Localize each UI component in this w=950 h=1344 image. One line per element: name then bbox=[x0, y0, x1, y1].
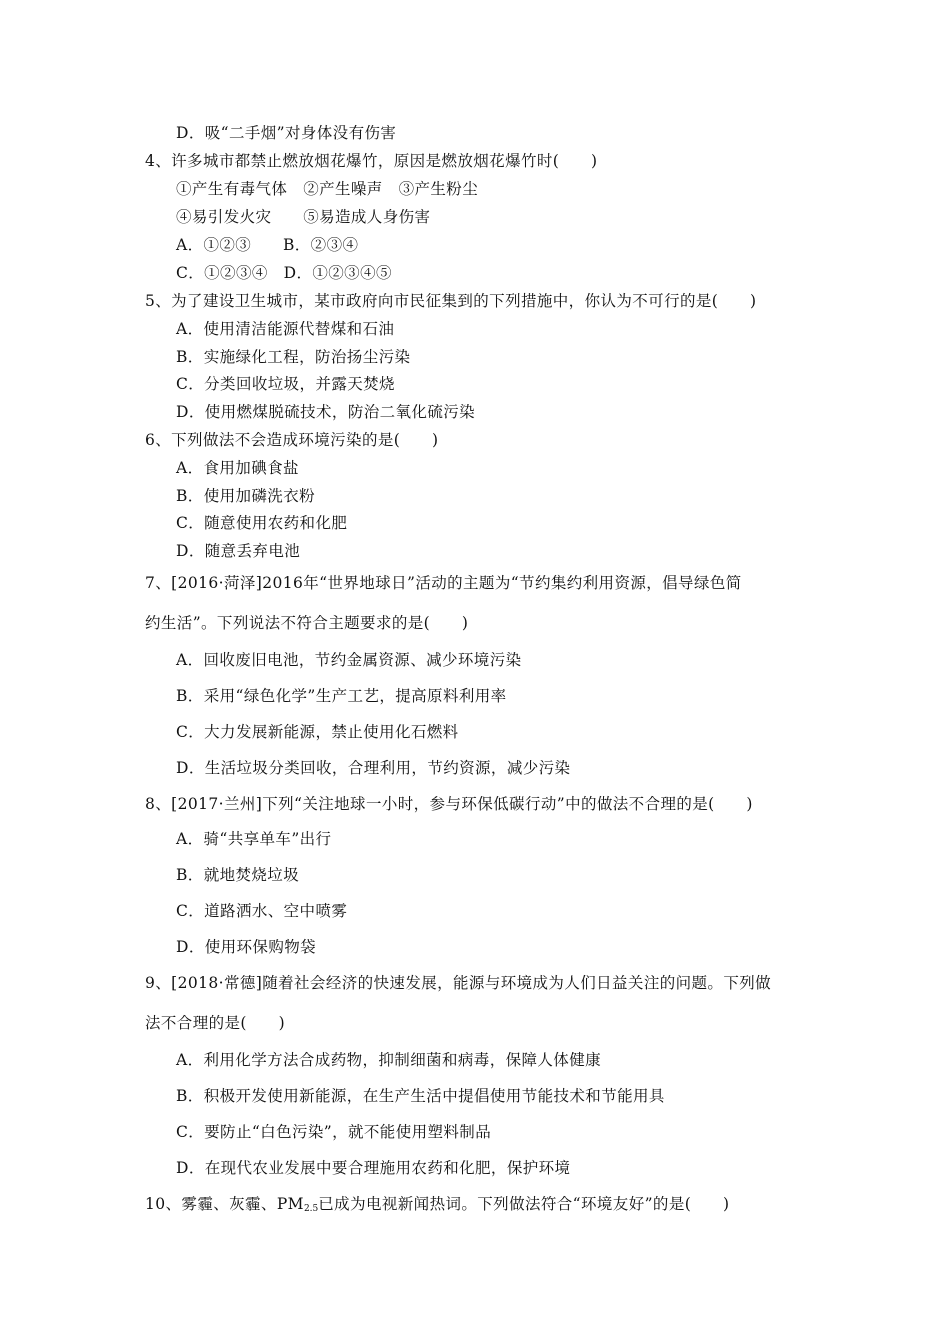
q9-option-c: C．要防止“白色污染”，就不能使用塑料制品 bbox=[176, 1123, 492, 1141]
q7-option-b: B．采用“绿色化学”生产工艺，提高原料利用率 bbox=[176, 687, 507, 705]
q4-options-ab: A．①②③ B．②③④ bbox=[176, 236, 359, 254]
q5-option-b: B．实施绿化工程，防治扬尘污染 bbox=[176, 348, 411, 366]
q10-stem-prefix: 10、雾霾、灰霾、PM bbox=[145, 1195, 304, 1213]
q7-stem-line-2: 约生活”。下列说法不符合主题要求的是( ) bbox=[145, 614, 469, 632]
q6-stem: 6、下列做法不会造成环境污染的是( ) bbox=[145, 431, 439, 449]
q7-option-c: C．大力发展新能源，禁止使用化石燃料 bbox=[176, 723, 459, 741]
q9-stem-line-1: 9、[2018·常德]随着社会经济的快速发展，能源与环境成为人们日益关注的问题。下列做 bbox=[145, 974, 772, 992]
q6-option-a: A．食用加碘食盐 bbox=[176, 459, 299, 477]
q8-option-d: D．使用环保购物袋 bbox=[176, 938, 317, 956]
q10-stem-suffix: 已成为电视新闻热词。下列做法符合“环境友好”的是( ) bbox=[318, 1195, 730, 1213]
q10-stem-subscript: 2.5 bbox=[303, 1204, 319, 1214]
q10-stem bbox=[145, 1194, 729, 1219]
q7-option-d: D．生活垃圾分类回收，合理利用，节约资源，减少污染 bbox=[176, 759, 571, 777]
q4-items-row-1: ①产生有毒气体 ②产生噪声 ③产生粉尘 bbox=[176, 180, 479, 198]
q9-option-a: A．利用化学方法合成药物，抑制细菌和病毒，保障人体健康 bbox=[176, 1051, 601, 1069]
q4-items-row-2: ④易引发火灾 ⑤易造成人身伤害 bbox=[176, 208, 431, 226]
q5-stem: 5、为了建设卫生城市，某市政府向市民征集到的下列措施中，你认为不可行的是( ) bbox=[145, 292, 757, 310]
q5-option-a: A．使用清洁能源代替煤和石油 bbox=[176, 320, 395, 338]
q5-option-c: C．分类回收垃圾，并露天焚烧 bbox=[176, 375, 395, 393]
q4-stem: 4、许多城市都禁止燃放烟花爆竹，原因是燃放烟花爆竹时( ) bbox=[145, 152, 598, 170]
q7-option-a: A．回收废旧电池，节约金属资源、减少环境污染 bbox=[176, 651, 522, 669]
q9-stem-line-2: 法不合理的是( ) bbox=[145, 1014, 286, 1032]
q3-option-d: D．吸“二手烟”对身体没有伤害 bbox=[176, 124, 397, 142]
q7-stem-line-1: 7、[2016·菏泽]2016年“世界地球日”活动的主题为“节约集约利用资源，倡导绿色简 bbox=[145, 574, 742, 592]
q9-option-b: B．积极开发使用新能源，在生产生活中提倡使用节能技术和节能用具 bbox=[176, 1087, 665, 1105]
q8-option-a: A．骑“共享单车”出行 bbox=[176, 830, 332, 848]
q5-option-d: D．使用燃煤脱硫技术，防治二氧化硫污染 bbox=[176, 403, 476, 421]
q8-stem: 8、[2017·兰州]下列“关注地球一小时，参与环保低碳行动”中的做法不合理的是( ) bbox=[145, 795, 753, 813]
q8-option-b: B．就地焚烧垃圾 bbox=[176, 866, 300, 884]
q9-option-d: D．在现代农业发展中要合理施用农药和化肥，保护环境 bbox=[176, 1159, 571, 1177]
q6-option-d: D．随意丢弃电池 bbox=[176, 542, 301, 560]
q8-option-c: C．道路洒水、空中喷雾 bbox=[176, 902, 348, 920]
q6-option-b: B．使用加磷洗衣粉 bbox=[176, 487, 315, 505]
q6-option-c: C．随意使用农药和化肥 bbox=[176, 514, 348, 532]
q4-options-cd: C．①②③④ D．①②③④⑤ bbox=[176, 264, 392, 282]
